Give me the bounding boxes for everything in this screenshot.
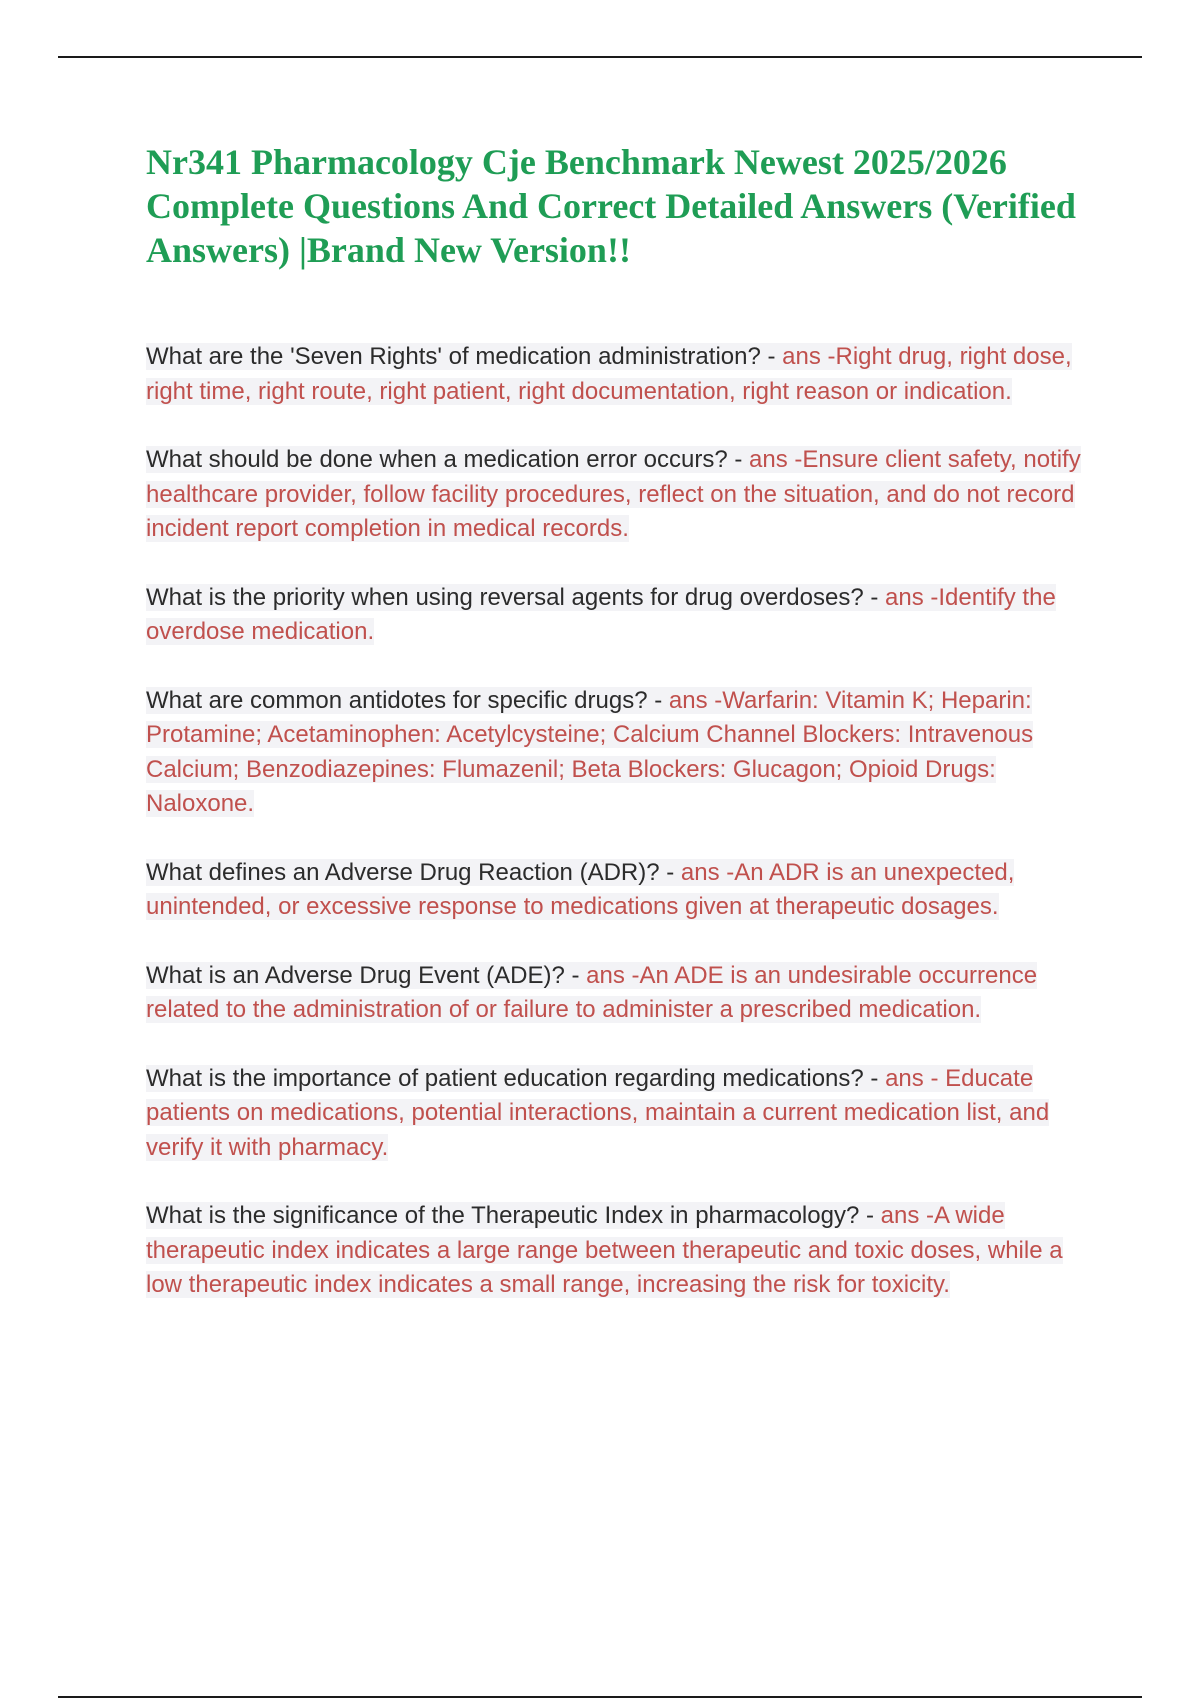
- question-text: What should be done when a medication error occurs? -: [146, 446, 749, 473]
- top-divider: [58, 56, 1142, 58]
- answer-text: ans -Ensure client safety, notify healthcare provider, follow facility procedures, reflect on the situation, and do not record incident report completion in medical records.: [146, 446, 1081, 542]
- qa-item: [146, 340, 1096, 409]
- question-text: What is the importance of patient education regarding medications? -: [146, 1064, 886, 1092]
- qa-item: [146, 581, 1096, 650]
- answer-text: ans -Identify the overdose medication.: [146, 583, 1056, 645]
- answer-text: ans -A wide therapeutic index indicates a large range between therapeutic and toxic doses, while a low therapeutic index indicates a small range, increasing the risk for toxicity.: [146, 1202, 1063, 1298]
- qa-list: [146, 340, 1096, 1303]
- question-text: What is the significance of the Therapeutic Index in pharmacology? -: [146, 1202, 881, 1229]
- answer-text: ans -Right drug, right dose, right time, right route, right patient, right documentation, right reason or indication.: [146, 343, 1072, 405]
- answer-text: ans -Warfarin: Vitamin K; Heparin: Protamine; Acetaminophen: Acetylcysteine; Calcium Channel Blockers: Intravenous Calcium; Benzodiazepines: Flumazenil; Beta Blockers: Glucagon; Opioid Drugs: Naloxone.: [146, 686, 1034, 817]
- answer-text: ans -An ADR is an unexpected, unintended, or excessive response to medications given at therapeutic dosages.: [146, 858, 1015, 920]
- qa-item: [146, 959, 1096, 1028]
- qa-item: [146, 684, 1096, 822]
- qa-item: [146, 1199, 1096, 1303]
- question-text: What defines an Adverse Drug Reaction (ADR)? -: [146, 858, 681, 886]
- answer-text: ans -An ADE is an undesirable occurrence related to the administration of or failure to administer a prescribed medication.: [146, 961, 1038, 1023]
- question-text: What are common antidotes for specific drugs? -: [146, 686, 669, 714]
- document-title: Nr341 Pharmacology Cje Benchmark Newest 2025/2026 Complete Questions And Correct Detailed Answers (Verified Answers) |Brand New Version!!: [146, 142, 1076, 270]
- qa-item: [146, 443, 1096, 547]
- question-text: What is the priority when using reversal agents for drug overdoses? -: [146, 583, 886, 611]
- question-text: What are the 'Seven Rights' of medication administration? -: [146, 343, 783, 370]
- question-text: What is an Adverse Drug Event (ADE)? -: [146, 961, 587, 989]
- bottom-divider: [58, 1696, 1142, 1698]
- qa-item: [146, 856, 1096, 925]
- answer-text: ans - Educate patients on medications, potential interactions, maintain a current medication list, and verify it with pharmacy.: [146, 1064, 1050, 1161]
- document-body: [146, 140, 1096, 1337]
- qa-item: [146, 1062, 1096, 1166]
